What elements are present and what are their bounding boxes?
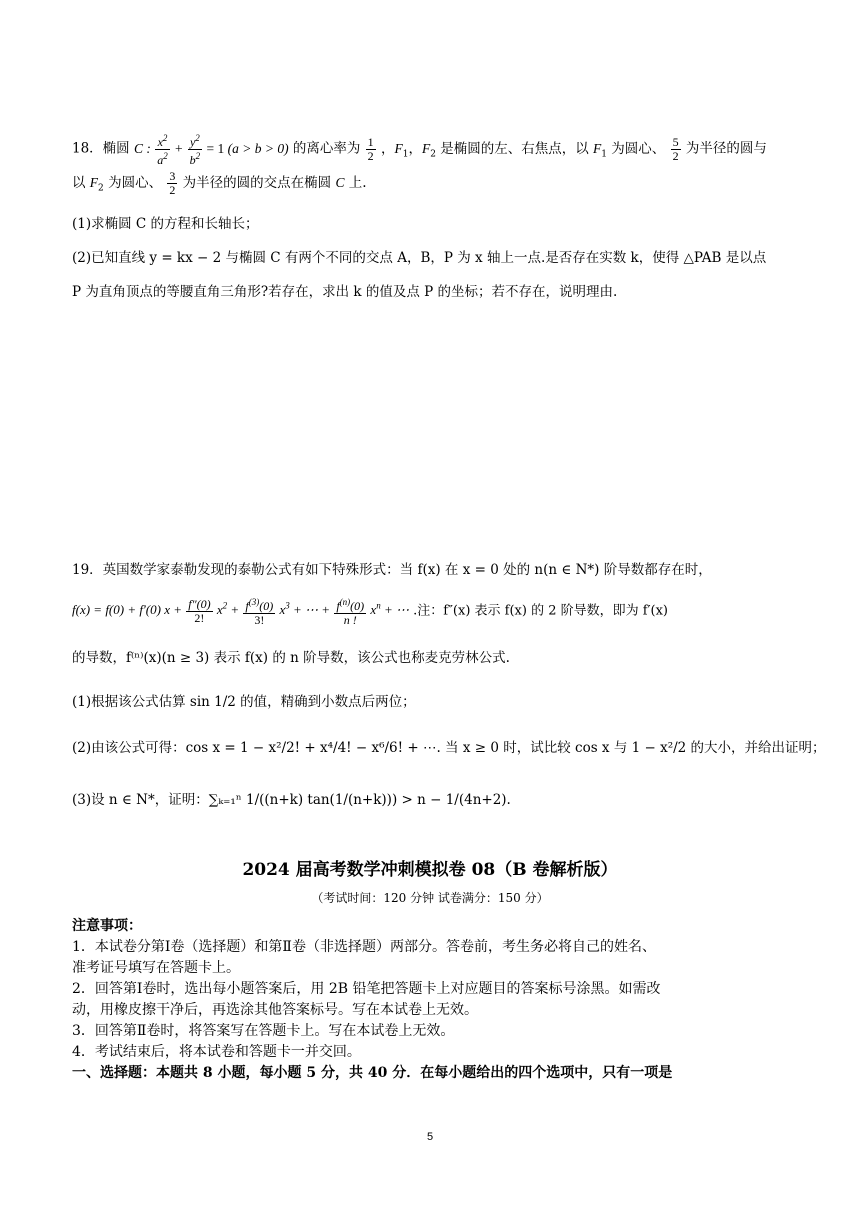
q19-line1: 19．英国数学家泰勒发现的泰勒公式有如下特殊形式：当 f(x) 在 x = 0 处的 n(n ∈ N*) 阶导数都存在时， xyxy=(72,562,712,578)
q18-radius1: $\frac{5}{2}$ xyxy=(672,134,679,163)
q18-line1 xyxy=(72,132,767,167)
q18-line1-end: 为半径的圆与 xyxy=(685,140,767,157)
q18-line2 xyxy=(72,170,367,199)
q19-part2: (2)由该公式可得：cos x = 1 − x²/2! + x⁴/4! − x⁶/6! + ⋯. 当 x ≥ 0 时，试比较 cos x 与 1 − x²/2 的大小，并给出证明； xyxy=(72,740,826,756)
notes-item2b: 动，用橡皮擦干净后，再选涂其他答案标号。写在本试卷上无效。 xyxy=(72,1002,478,1018)
q18-radius2: $\frac{3}{2}$ xyxy=(169,169,176,197)
notes-item4: 4．考试结束后，将本试卷和答题卡一并交回。 xyxy=(72,1044,361,1060)
q18-eccentricity-value: $\frac{1}{2}$ xyxy=(367,134,374,163)
page-number: 5 xyxy=(426,1131,434,1143)
q18-eccentricity-label: 的离心率为 xyxy=(292,140,361,157)
notes-item3: 3．回答第Ⅱ卷时，将答案写在答题卡上。写在本试卷上无效。 xyxy=(72,1023,455,1039)
notes-item1a: 1．本试卷分第Ⅰ卷（选择题）和第Ⅱ卷（非选择题）两部分。答卷前，考生务必将自己的姓名、 xyxy=(72,939,656,955)
q19-line3: 的导数，f⁽ⁿ⁾(x)(n ≥ 3) 表示 f(x) 的 n 阶导数，该公式也称麦克劳林公式. xyxy=(72,650,510,666)
q19-part1: (1)根据该公式估算 sin 1/2 的值，精确到小数点后两位； xyxy=(72,694,416,710)
notes-item1b: 准考证号填写在答题卡上。 xyxy=(72,960,240,976)
q18-foci-text: ，$F_1$，$F_2$ 是椭圆的左、右焦点，以 $F_1$ 为圆心、 xyxy=(380,140,666,160)
q18-part2-line2: P 为直角顶点的等腰直角三角形?若存在，求出 k 的值及点 P 的坐标；若不存在，说明理由. xyxy=(72,284,618,300)
section1-heading: 一、选择题：本题共 8 小题，每小题 5 分，共 40 分．在每小题给出的四个选项中，只有一项是 xyxy=(72,1065,673,1081)
exam-title: 2024 届高考数学冲刺模拟卷 08（B 卷解析版） xyxy=(242,860,618,880)
q18-number: 18．椭圆 xyxy=(72,140,130,157)
q18-part1: (1)求椭圆 C 的方程和长轴长； xyxy=(72,216,259,232)
q18-line2-pre: 以 $F_2$ 为圆心、 xyxy=(72,175,163,194)
notes-heading: 注意事项： xyxy=(72,918,142,934)
q18-line2-post: 为半径的圆的交点在椭圆 C 上. xyxy=(182,175,367,191)
q18-part2-line1: (2)已知直线 y = kx − 2 与椭圆 C 有两个不同的交点 A，B，P 为 x 轴上一点.是否存在实数 k，使得 △PAB 是以点 xyxy=(72,250,767,266)
notes-item2a: 2．回答第Ⅰ卷时，选出每小题答案后，用 2B 铅笔把答题卡上对应题目的答案标号涂黑。如需改 xyxy=(72,981,661,997)
exam-subtitle: （考试时间：120 分钟 试卷满分：150 分） xyxy=(311,891,549,905)
q19-taylor-formula: f(x) = f(0) + f′(0) x + $\frac{f''(0)}{2!}$ $x^2$ + $\frac{f^{(3)}(0)}{3!}$ $x^3$ + ⋯ + $\frac{f^{(n)}(0)}{n !}$ $x^n$ + ⋯ xyxy=(72,597,409,627)
q19-formula-note: .注：f″(x) 表示 f(x) 的 2 阶导数，即为 f′(x) xyxy=(413,603,668,619)
q19-formula-line xyxy=(72,596,668,627)
q18-ellipse-equation: C : $\frac{x^2}{a^2}$ + $\frac{y^2}{b^2}$ = 1 (a > b > 0) xyxy=(133,133,289,167)
q19-part3: (3)设 n ∈ N*，证明：∑ₖ₌₁ⁿ 1/((n+k) tan(1/(n+k))) > n − 1/(4n+2). xyxy=(72,792,511,808)
